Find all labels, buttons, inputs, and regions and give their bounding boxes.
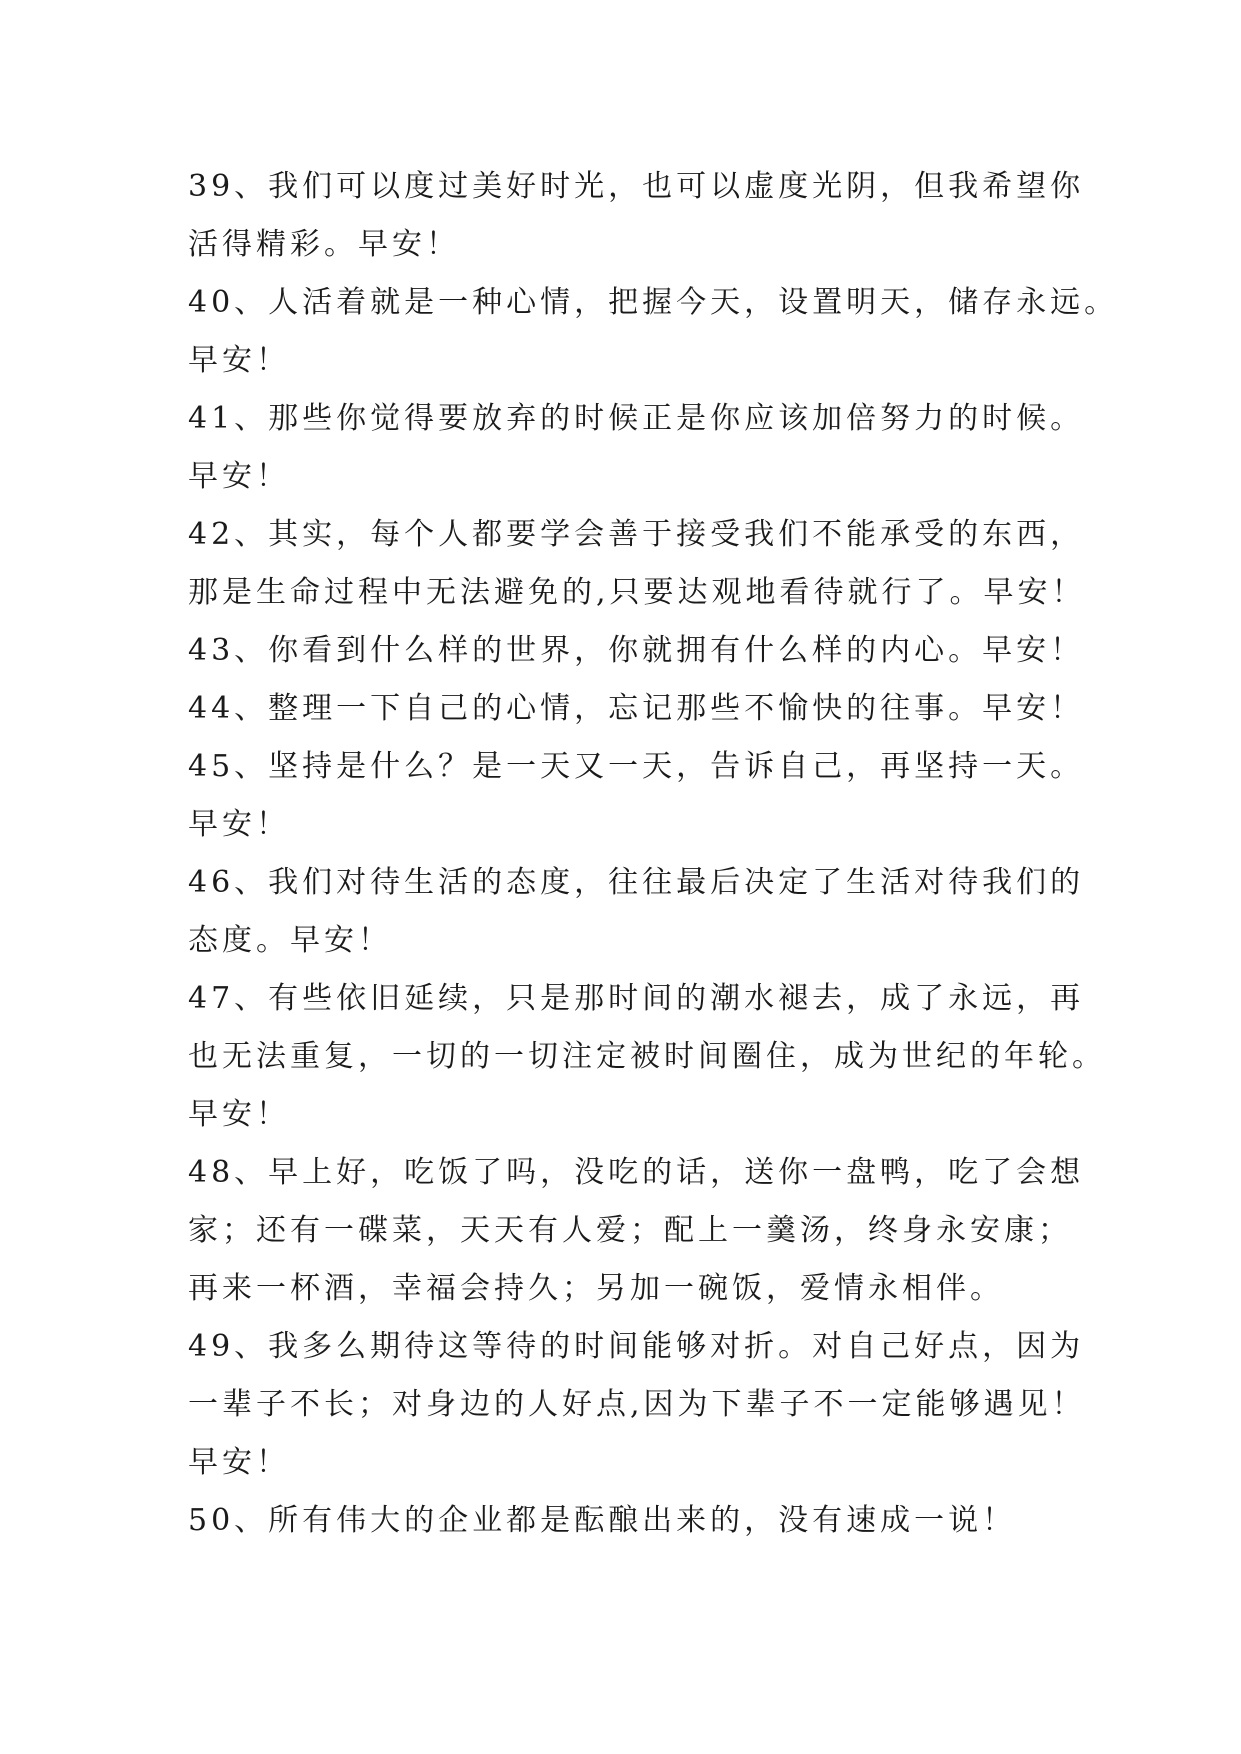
text-line: 41、那些你觉得要放弃的时候正是你应该加倍努力的时候。 <box>188 401 1085 436</box>
text-line: 42、其实，每个人都要学会善于接受我们不能承受的东西， <box>188 517 1085 552</box>
text-line: 44、整理一下自己的心情，忘记那些不愉快的往事。早安！ <box>188 691 1085 726</box>
text-line: 39、我们可以度过美好时光，也可以虚度光阴，但我希望你 <box>188 169 1085 204</box>
text-line: 43、你看到什么样的世界，你就拥有什么样的内心。早安！ <box>188 633 1085 668</box>
text-line: 也无法重复，一切的一切注定被时间圈住，成为世纪的年轮。 <box>188 1039 1106 1074</box>
document-body <box>188 158 1119 1550</box>
text-line: 50、所有伟大的企业都是酝酿出来的，没有速成一说！ <box>188 1503 1017 1538</box>
text-line: 态度。早安！ <box>188 923 392 958</box>
text-line: 40、人活着就是一种心情，把握今天，设置明天，储存永远。 <box>188 285 1119 320</box>
text-line: 46、我们对待生活的态度，往往最后决定了生活对待我们的 <box>188 865 1085 900</box>
text-line: 早安！ <box>188 1097 290 1132</box>
text-line: 活得精彩。早安！ <box>188 227 460 262</box>
text-line: 早安！ <box>188 807 290 842</box>
text-line: 早安！ <box>188 1445 290 1480</box>
text-line: 再来一杯酒，幸福会持久；另加一碗饭，爱情永相伴。 <box>188 1271 1004 1306</box>
text-line: 48、早上好，吃饭了吗，没吃的话，送你一盘鸭，吃了会想 <box>188 1155 1085 1190</box>
text-line: 45、坚持是什么？是一天又一天，告诉自己，再坚持一天。 <box>188 749 1085 784</box>
text-line: 49、我多么期待这等待的时间能够对折。对自己好点，因为 <box>188 1329 1085 1364</box>
text-line: 47、有些依旧延续，只是那时间的潮水褪去，成了永远，再 <box>188 981 1085 1016</box>
text-line: 早安！ <box>188 343 290 378</box>
text-line: 一辈子不长；对身边的人好点,因为下辈子不一定能够遇见！ <box>188 1387 1086 1422</box>
text-line: 家；还有一碟菜，天天有人爱；配上一羹汤，终身永安康； <box>188 1213 1072 1248</box>
text-line: 早安！ <box>188 459 290 494</box>
text-line: 那是生命过程中无法避免的,只要达观地看待就行了。早安！ <box>188 575 1086 610</box>
